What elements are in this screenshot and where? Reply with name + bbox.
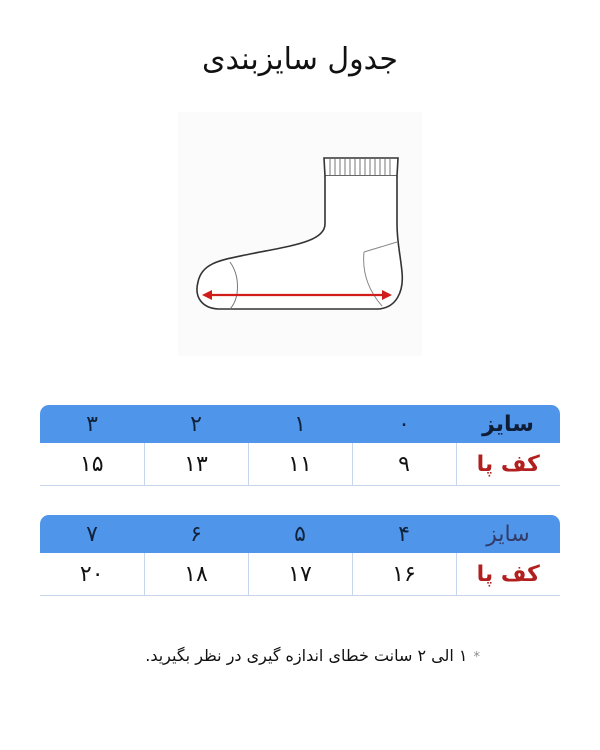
size-table-1 — [40, 405, 560, 486]
page-title: جدول سایزبندی — [202, 42, 398, 77]
size-table-2 — [40, 515, 560, 596]
size-cell: ۴ — [352, 515, 456, 553]
sock-body — [197, 176, 402, 309]
length-cell: ۱۷ — [248, 553, 352, 596]
length-cell: ۱۳ — [144, 443, 248, 486]
foot-length-label: کف پا — [456, 553, 560, 596]
size-cell: ۰ — [352, 405, 456, 443]
size-cell: ۲ — [144, 405, 248, 443]
size-cell: ۵ — [248, 515, 352, 553]
foot-length-label: کف پا — [456, 443, 560, 486]
size-header-row — [40, 515, 560, 553]
length-cell: ۱۸ — [144, 553, 248, 596]
foot-length-row — [40, 553, 560, 596]
sock-icon — [178, 112, 422, 356]
length-cell: ۹ — [352, 443, 456, 486]
measurement-note — [145, 646, 480, 665]
size-cell: ۷ — [40, 515, 144, 553]
size-header-row — [40, 405, 560, 443]
size-cell: ۳ — [40, 405, 144, 443]
note-marker: * — [473, 650, 480, 665]
sock-diagram — [178, 112, 422, 356]
size-cell: ۱ — [248, 405, 352, 443]
size-cell: ۶ — [144, 515, 248, 553]
size-header-label: سایز — [456, 405, 560, 443]
length-cell: ۱۱ — [248, 443, 352, 486]
length-cell: ۱۶ — [352, 553, 456, 596]
note-text: ۱ الی ۲ سانت خطای اندازه گیری در نظر بگیرید. — [145, 646, 468, 665]
length-cell: ۱۵ — [40, 443, 144, 486]
length-cell: ۲۰ — [40, 553, 144, 596]
size-header-label: سایز — [456, 515, 560, 553]
foot-length-row — [40, 443, 560, 486]
